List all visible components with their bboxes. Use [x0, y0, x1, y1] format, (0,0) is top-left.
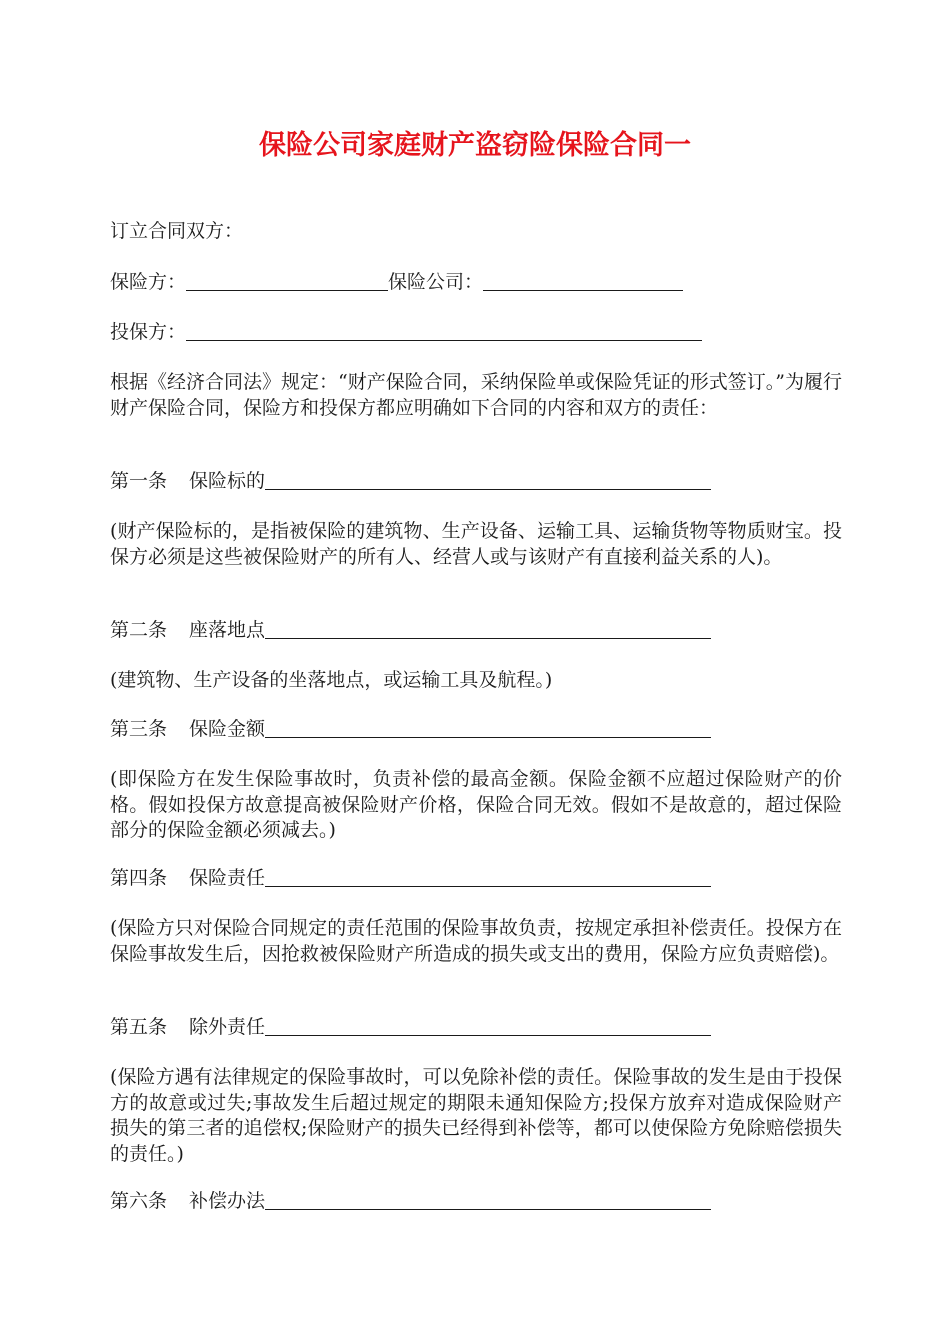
article-number: 第四条: [110, 867, 168, 889]
article-5-heading: [110, 1015, 711, 1040]
insurer-label: 保险方：: [110, 271, 187, 293]
article-number: 第二条: [110, 619, 168, 641]
company-blank: [483, 270, 683, 291]
article-2-heading: [110, 618, 711, 643]
article-5-blank: [265, 1015, 711, 1036]
article-2-blank: [265, 618, 711, 639]
article-6-heading: [110, 1189, 711, 1214]
article-1-heading: [110, 469, 711, 494]
policyholder-label: 投保方：: [110, 321, 187, 343]
intro-paragraph: 根据《经济合同法》规定：“财产保险合同，采纳保险单或保险凭证的形式签订。”为履行财产保险合同，保险方和投保方都应明确如下合同的内容和双方的责任：: [110, 371, 842, 419]
article-2-note: (建筑物、生产设备的坐落地点，或运输工具及航程。): [110, 669, 553, 691]
article-5-note: (保险方遇有法律规定的保险事故时，可以免除补偿的责任。保险事故的发生是由于投保方的故意或过失;事故发生后超过规定的期限未通知保险方;投保方放弃对造成保险财产损失的第三者的追偿权;保险财产的损失已经得到补偿等，都可以使保险方免除赔偿损失的责任。): [110, 1066, 842, 1165]
insurer-blank: [186, 270, 388, 291]
article-name: 补偿办法: [189, 1190, 266, 1212]
article-name: 座落地点: [189, 619, 266, 641]
article-4-heading: [110, 866, 711, 891]
article-name: 保险金额: [189, 718, 266, 740]
article-name: 保险责任: [189, 867, 266, 889]
article-4-note: (保险方只对保险合同规定的责任范围的保险事故负责，按规定承担补偿责任。投保方在保险事故发生后，因抢救被保险财产所造成的损失或支出的费用，保险方应负责赔偿)。: [110, 917, 842, 965]
article-3-blank: [265, 717, 711, 738]
company-label: 保险公司：: [388, 271, 484, 293]
article-3-note: (即保险方在发生保险事故时，负责补偿的最高金额。保险金额不应超过保险财产的价格。假如投保方故意提高被保险财产价格，保险合同无效。假如不是故意的，超过保险部分的保险金额必须减去。): [110, 768, 842, 841]
policyholder-blank: [186, 320, 702, 341]
document-title: 保险公司家庭财产盗窃险保险合同一: [259, 130, 691, 161]
article-6-blank: [265, 1189, 711, 1210]
article-number: 第一条: [110, 470, 168, 492]
article-3-heading: [110, 717, 711, 742]
article-1-blank: [265, 469, 711, 490]
article-name: 除外责任: [189, 1016, 266, 1038]
article-number: 第三条: [110, 718, 168, 740]
article-1-note: (财产保险标的，是指被保险的建筑物、生产设备、运输工具、运输货物等物质财宝。投保方必须是这些被保险财产的所有人、经营人或与该财产有直接利益关系的人)。: [110, 520, 842, 568]
insurer-line: [110, 270, 683, 295]
parties-heading: 订立合同双方：: [110, 220, 244, 242]
article-4-blank: [265, 866, 711, 887]
article-number: 第五条: [110, 1016, 168, 1038]
article-name: 保险标的: [189, 470, 266, 492]
article-number: 第六条: [110, 1190, 168, 1212]
policyholder-line: [110, 320, 702, 345]
